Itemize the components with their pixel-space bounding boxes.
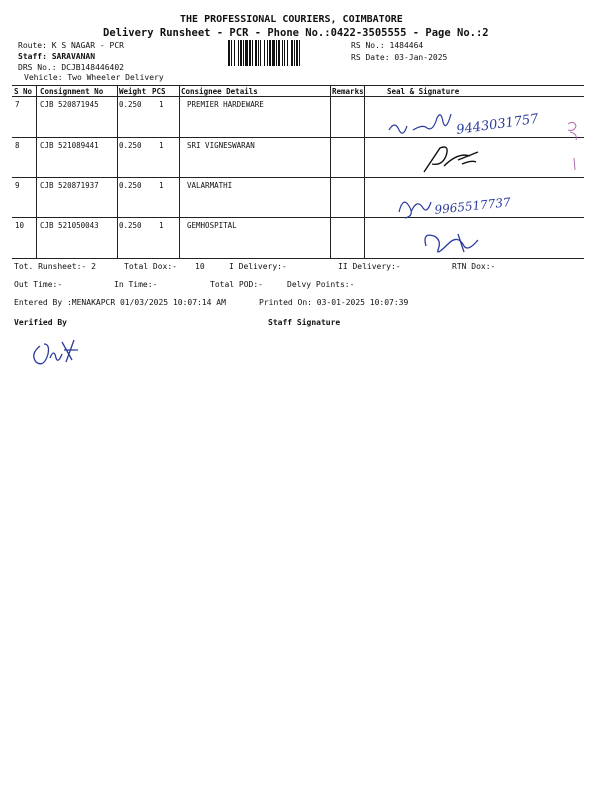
signature-row-9 xyxy=(393,190,573,222)
table-row-consignee: VALARMATHI xyxy=(187,181,233,190)
entered-by: Entered By :MENAKAPCR 01/03/2025 10:07:14 AM xyxy=(14,298,226,307)
col-header-consignment: Consignment No xyxy=(40,87,104,96)
table-row-consignment: CJB 520871937 xyxy=(40,181,99,190)
staff-label: Staff: SARAVANAN xyxy=(18,52,96,61)
rs-date: RS Date: 03-Jan-2025 xyxy=(351,53,448,62)
table-row-consignment: CJB 520871945 xyxy=(40,100,99,109)
col-header-weight: Weight xyxy=(119,87,147,96)
table-row-consignee: SRI VIGNESWARAN xyxy=(187,141,255,150)
vehicle-label: Vehicle: Two Wheeler Delivery xyxy=(24,73,164,82)
signature-phone-2: 9965517737 xyxy=(433,195,512,217)
table-row-consignee: GEMHOSPITAL xyxy=(187,221,237,230)
table-row-weight: 0.250 xyxy=(119,181,142,190)
drs-number: DRS No.: DCJB14844640​2 xyxy=(18,63,124,72)
col-header-signature: Seal & Signature xyxy=(387,87,460,96)
barcode xyxy=(227,40,343,66)
rs-number: RS No.: 1484464 xyxy=(351,41,424,50)
printed-on: Printed On: 03-01-2025 10:07:39 xyxy=(259,298,409,307)
col-header-sno: S No xyxy=(14,87,33,96)
table-row-weight: 0.250 xyxy=(119,100,142,109)
table-row-weight: 0.250 xyxy=(119,221,142,230)
total-pod: Total POD:- xyxy=(210,280,263,289)
tot-runsheet: Tot. Runsheet:- 2 xyxy=(14,262,96,271)
total-dox-value: 10 xyxy=(195,262,205,271)
in-time: In Time:- xyxy=(114,280,158,289)
signature-phone-1: 9443031757 xyxy=(455,111,540,138)
signature-row-10 xyxy=(418,224,498,258)
table-row-sno: 8 xyxy=(15,141,20,150)
col-header-consignee: Consignee Details xyxy=(181,87,258,96)
table-row-sno: 10 xyxy=(15,221,25,230)
table-row-pcs: 1 xyxy=(159,181,164,190)
route-label: Route: K S NAGAR - PCR xyxy=(18,41,124,50)
table-row-consignee: PREMIER HARDEWARE xyxy=(187,100,264,109)
table-row-pcs: 1 xyxy=(159,100,164,109)
delvy-points: Delvy Points:- xyxy=(287,280,355,289)
table-row-sno: 9 xyxy=(15,181,20,190)
margin-mark xyxy=(564,118,584,178)
table-row-sno: 7 xyxy=(15,100,20,109)
runsheet-subtitle: Delivery Runsheet - PCR - Phone No.:0422-3505555 - Page No.:2 xyxy=(103,27,489,39)
staff-signature: Staff Signature xyxy=(268,318,341,327)
col-header-pcs: PCS xyxy=(152,87,166,96)
signature-row-8 xyxy=(410,142,500,176)
table-row-weight: 0.250 xyxy=(119,141,142,150)
table-row-pcs: 1 xyxy=(159,221,164,230)
total-dox-label: Total Dox:- xyxy=(124,262,177,271)
signature-row-7 xyxy=(385,100,585,142)
rtn-dox: RTN Dox:- xyxy=(452,262,496,271)
verified-by: Verified By xyxy=(14,318,67,327)
table-row-pcs: 1 xyxy=(159,141,164,150)
i-delivery: I Delivery:- xyxy=(229,262,287,271)
company-title: THE PROFESSIONAL COURIERS, COIMBATORE xyxy=(180,14,403,25)
ii-delivery: II Delivery:- xyxy=(338,262,401,271)
out-time: Out Time:- xyxy=(14,280,63,289)
table-row-consignment: CJB 521089441 xyxy=(40,141,99,150)
col-header-remarks: Remarks xyxy=(332,87,364,96)
table-row-consignment: CJB 521050043 xyxy=(40,221,99,230)
verifier-signature xyxy=(28,332,88,372)
